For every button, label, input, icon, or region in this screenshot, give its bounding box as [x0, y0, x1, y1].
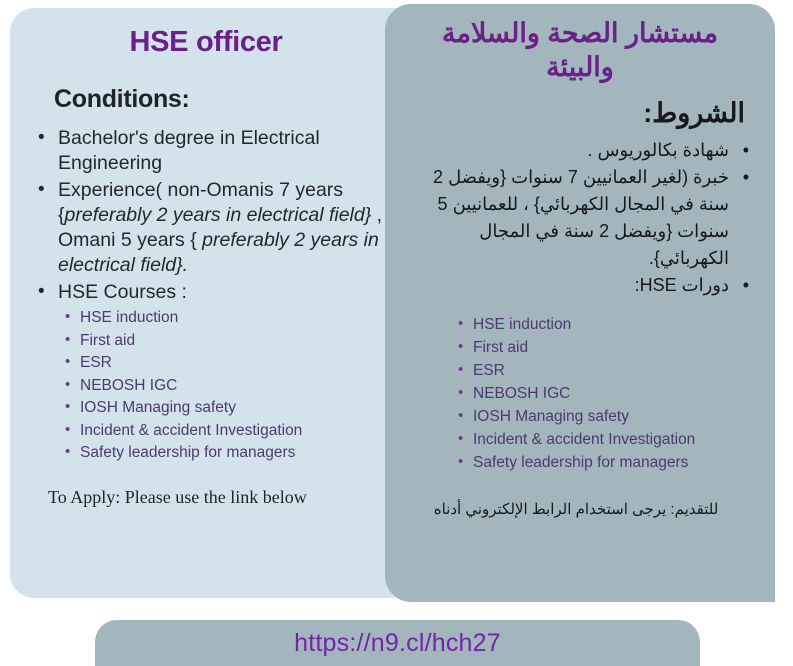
course-item: • HSE induction	[32, 307, 390, 330]
arabic-panel-content	[395, 4, 763, 518]
requirement-item	[32, 280, 390, 305]
requirement-item: • شهادة بكالوريوس .	[405, 137, 755, 164]
requirement-text: Experience( non-Omanis 7 years {	[58, 179, 344, 226]
course-item: • Incident & accident Investigation	[32, 420, 390, 443]
requirement-text-italic: preferably 2 years in electrical field}.	[58, 229, 379, 276]
arabic-requirements-list	[405, 137, 755, 299]
course-item: • Safety leadership for managers	[405, 451, 755, 474]
english-panel	[10, 8, 442, 598]
arabic-panel	[385, 4, 775, 602]
course-item: • HSE induction	[405, 313, 755, 336]
arabic-job-title: مستشار الصحة والسلامة والبيئة	[442, 18, 718, 82]
requirement-text: Bachelor's degree in Electrical Engineering	[58, 127, 320, 174]
arabic-apply-note: للتقديم: يرجى استخدام الرابط الإلكتروني أدناه	[433, 501, 719, 518]
course-item: • ESR	[32, 352, 390, 375]
requirement-item: • دورات HSE:	[405, 272, 755, 299]
requirement-item	[32, 126, 390, 176]
english-conditions-heading: Conditions:	[54, 85, 190, 113]
course-item: • Incident & accident Investigation	[405, 428, 755, 451]
course-item: • Safety leadership for managers	[32, 442, 390, 465]
course-item: • NEBOSH IGC	[405, 382, 755, 405]
english-panel-content	[18, 8, 390, 598]
english-job-title: HSE officer	[129, 26, 283, 58]
english-courses-list	[32, 307, 390, 465]
course-item: • First aid	[32, 330, 390, 353]
requirement-text: , Omani 5 years {	[58, 204, 383, 251]
course-item: • IOSH Managing safety	[405, 405, 755, 428]
requirement-text: HSE Courses :	[58, 281, 187, 303]
english-requirements-list	[32, 126, 390, 305]
course-item: • IOSH Managing safety	[32, 397, 390, 420]
requirement-item: • خبرة (لغير العمانيين 7 سنوات {ويفضل 2 سنة في المجال الكهربائي} ، للعمانيين 5 سنوات {ويفضل 2 سنة في المجال الكهربائي}.	[405, 164, 755, 272]
application-link-bar[interactable]	[95, 620, 700, 666]
course-item: • ESR	[405, 359, 755, 382]
requirement-text-italic: preferably 2 years in electrical field}	[64, 204, 372, 226]
english-apply-note: To Apply: Please use the link below	[48, 486, 307, 507]
arabic-conditions-heading: الشروط:	[643, 98, 745, 128]
course-item: • NEBOSH IGC	[32, 375, 390, 398]
application-link-url[interactable]: https://n9.cl/hch27	[294, 628, 501, 657]
requirement-item	[32, 178, 390, 278]
arabic-courses-list	[405, 313, 755, 474]
course-item: • First aid	[405, 336, 755, 359]
